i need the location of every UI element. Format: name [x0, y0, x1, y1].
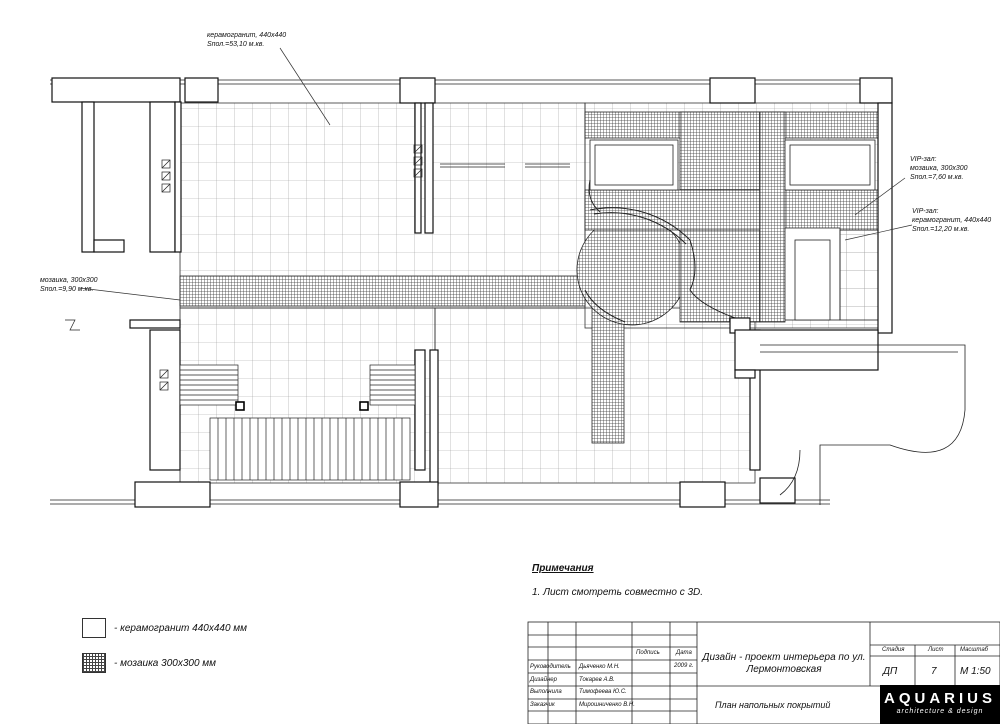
name-1: Дьяченко М.Н. — [579, 664, 620, 670]
company-logo — [880, 685, 1000, 724]
role-4: Заказчик — [530, 702, 555, 708]
logo-tagline: architecture & design — [896, 708, 984, 715]
role-1: Руководитель — [530, 664, 571, 670]
col-date: Дата — [676, 650, 692, 656]
sheet-value: 7 — [931, 666, 937, 677]
label-mosaic-corridor-line1: мозаика, 300х300 — [40, 277, 98, 284]
label-ceramic-hall-line1: керамогранит, 440х440 — [207, 32, 287, 39]
notes-item: 1. Лист смотреть совместно с 3D. — [532, 587, 704, 598]
legend-mosaic-text: - мозаика 300х300 мм — [114, 657, 216, 669]
scale-label: Масштаб — [960, 647, 989, 653]
stage-value: ДП — [883, 666, 898, 677]
label-ceramic-hall-line2: Sпол.=53,10 м.кв. — [207, 41, 265, 48]
project-title — [702, 652, 866, 676]
sheet-title: План напольных покрытий — [715, 700, 831, 710]
project-title-text: Дизайн - проект интерьера по ул. Лермонтовская — [702, 652, 866, 675]
stage-label: Стадия — [882, 647, 905, 653]
label-vip-ceramic-line1: VIP-зал: — [912, 208, 939, 215]
notes-title: Примечания — [532, 563, 594, 574]
label-mosaic-corridor-line2: Sпол.=9,90 м.кв. — [40, 286, 94, 293]
legend-ceramic-text: - керамогранит 440х440 мм — [114, 622, 248, 634]
scale-value: М 1:50 — [960, 666, 991, 677]
role-2: Дизайнер — [530, 677, 557, 683]
label-vip-mosaic-line2: мозаика, 300х300 — [910, 165, 968, 172]
label-vip-ceramic-line2: керамогранит, 440х440 — [912, 217, 992, 224]
sheet-label: Лист — [928, 647, 944, 653]
label-vip-mosaic-line1: VIP-зал: — [910, 156, 937, 163]
label-vip-mosaic-line3: Sпол.=7,60 м.кв. — [910, 174, 964, 181]
name-4: Мирошниченко В.Н. — [579, 702, 635, 708]
role-3: Выполнила — [530, 689, 562, 695]
name-2: Токарев А.В. — [579, 677, 615, 683]
logo-name: AQUARIUS — [883, 690, 996, 707]
col-signature: Подпись — [636, 650, 660, 656]
name-3: Тимофеева Ю.С. — [579, 689, 627, 695]
label-vip-ceramic-line3: Sпол.=12,20 м.кв. — [912, 226, 970, 233]
date-value: 2009 г. — [674, 663, 694, 669]
